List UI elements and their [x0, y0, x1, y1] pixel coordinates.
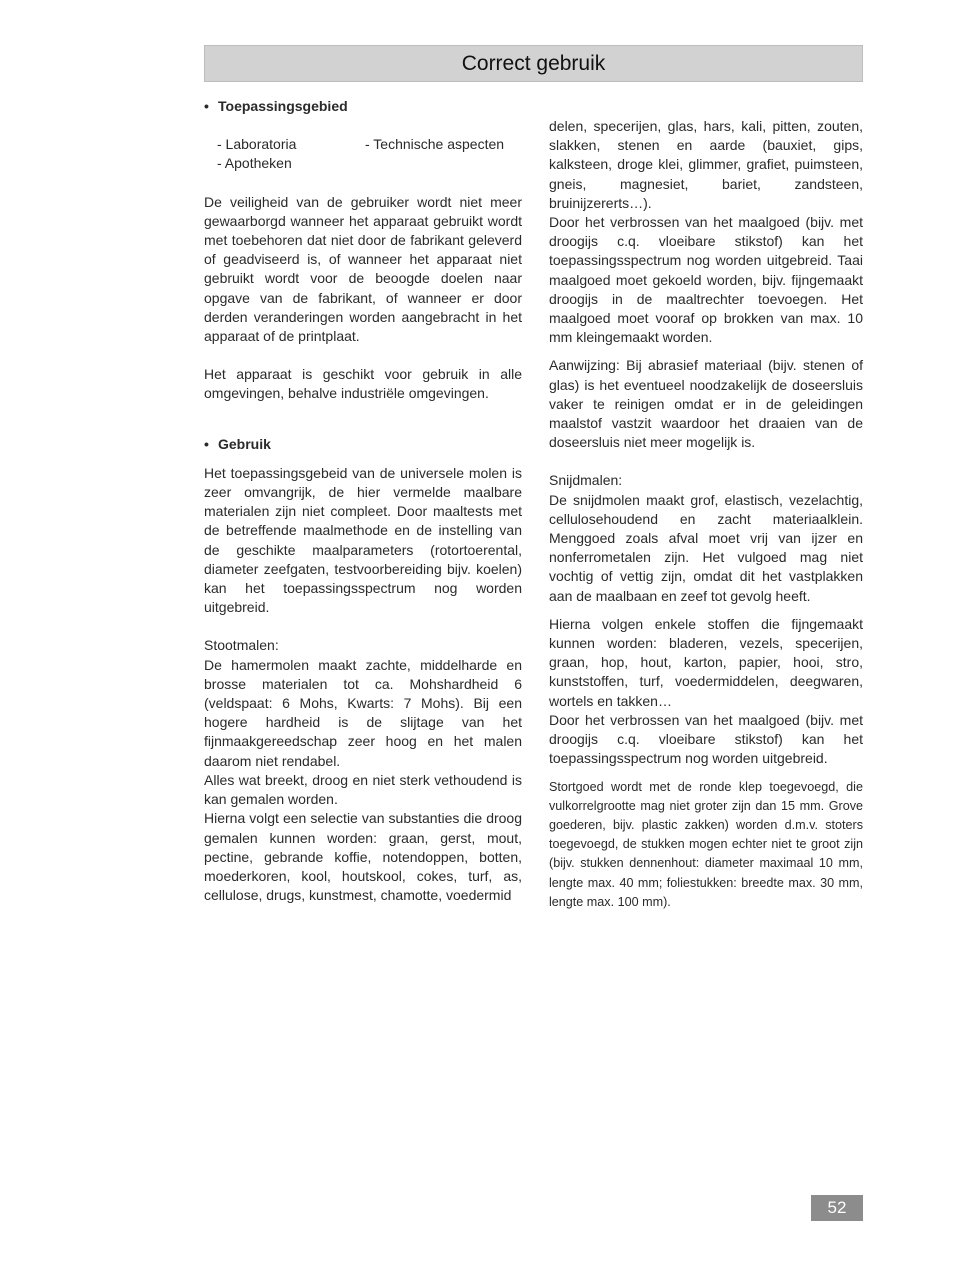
- paragraph: Het apparaat is geschikt voor gebruik in alle omgevingen, behalve industriële omgevingen.: [204, 366, 522, 402]
- paragraph: Het toepassingsgebeid van de universele molen is zeer omvangrijk, de hier vermelde maalbare materialen zijn niet compleet. Door maaltests met de betreffende maalmethode en de instelling van de geschikte maalparameters (rotortoerental, diameter zeefgaten, testvoorbereiding bijv. koelen) kan het toepassingsspectrum nog worden uitgebreid.: [204, 464, 522, 616]
- right-column: [549, 117, 863, 912]
- paragraph: Alles wat breekt, droog en niet sterk vethoudend is kan gemalen worden.: [204, 771, 522, 808]
- paragraph: delen, specerijen, glas, hars, kali, pitten, zouten, slakken, stenen en aarde (bauxiet, gips, kalksteen, droge klei, glimmer, grafiet, puimsteen, gneis, magnesiet, bariet, zandsteen, bruinijzererts…).: [549, 118, 863, 211]
- note-paragraph: Aanwijzing: Bij abrasief materiaal (bijv. stenen of glas) is het eventueel noodzakelijk de doseersluis vaker te reinigen omdat er in de geleidingen maalstof vastzit waardoor het draaien van de doseersluis niet meer mogelijk is.: [549, 357, 863, 451]
- application-list-col-2: [365, 135, 504, 173]
- subheading-stootmalen: Stootmalen:: [204, 637, 279, 654]
- paragraph: De hamermolen maakt zachte, middelharde en brosse materialen tot ca. Mohshardheid 6 (veldspaat: 6 Mohs, Kwarts: 7 Mohs). Bij een hogere hardheid is de slijtage van het fijnmaakgereedschap zeer hoog en het malen daarom niet rendabel.: [204, 656, 522, 769]
- list-item: - Technische aspecten: [365, 136, 505, 153]
- paragraph: Stortgoed wordt met de ronde klep toegevoegd, die vulkorrelgrootte mag niet groter zijn dan 15 mm. Grove goederen, bijv. plastic zakken) worden d.m.v. stoters toegevoegd, de stukken mogen echter niet te groot zijn (bijv. stukken dennenhout: diameter maximaal 10 mm, lengte max. 40 mm; foliestukken: breedte max. 30 mm, lengte max. 100 mm).: [549, 779, 863, 909]
- paragraph: Hierna volgen enkele stoffen die fijngemaakt kunnen worden: bladeren, vezels, specerijen, graan, hop, hout, karton, papier, hooi, stro, kunststoffen, turf, voedermiddelen, deegwaren, wortels en takken…: [549, 615, 863, 709]
- list-item: - Laboratoria: [217, 136, 297, 153]
- title-bar: [204, 45, 863, 82]
- list-item: - Apotheken: [217, 155, 292, 172]
- left-column: [204, 97, 522, 905]
- subheading-snijdmalen: Snijdmalen:: [549, 472, 623, 489]
- paragraph: De veiligheid van de gebruiker wordt niet meer gewaarborgd wanneer het apparaat gebruikt wordt met toebehoren dat niet door de fabrikant geleverd of geadviseerd is, of wanneer het apparaat niet gebruikt wordt voor de beoogde doelen naar opgave van de fabrikant, of wanneer er door derden veranderingen worden aangebracht in het apparaat of de printplaat.: [204, 193, 522, 345]
- paragraph: Door het verbrossen van het maalgoed (bijv. met droogijs c.q. vloeibare stikstof) kan het toepassingsspectrum nog worden uitgebreid. Taai maalgoed moet gekoeld worden, bijv. fijngemaakt droogijs in de maaltrechter toevoegen. Het maalgoed moet vooraf op brokken van max. 10 mm kleingemaakt worden.: [549, 214, 863, 346]
- paragraph: Hierna volgt een selectie van substanties die droog gemalen kunnen worden: graan, gerst, mout, pectine, gebrande koffie, notendoppen, botten, moederkoren, kool, houtskool, cokes, turf, as, cellulose, drugs, kunstmest, chamotte, voedermid: [204, 810, 522, 904]
- section-heading-toepassingsgebied: • Toepassingsgebied: [204, 97, 522, 116]
- application-list: [217, 135, 522, 173]
- note-label: Aanwijzing:: [549, 357, 620, 374]
- page-number: 52: [811, 1195, 863, 1221]
- paragraph: Door het verbrossen van het maalgoed (bijv. met droogijs c.q. vloeibare stikstof) kan het toepassingsspectrum nog worden uitgebreid.: [549, 711, 863, 767]
- bullet-icon: •: [204, 98, 209, 114]
- paragraph: De snijdmolen maakt grof, elastisch, vezelachtig, cellulosehoudend en zacht materiaalklein. Menggoed zoals afval moet vrij van ijzer en nonferrometalen zijn. Het vulgoed mag niet vochtig of vettig zijn, omdat dit het vastplakken aan de maalbaan en zeef tot gevolg heeft.: [549, 491, 863, 604]
- section-heading-gebruik: • Gebruik: [204, 435, 522, 454]
- bullet-icon: •: [204, 435, 209, 452]
- page-title: Correct gebruik: [461, 51, 606, 75]
- application-list-col-1: [217, 135, 365, 173]
